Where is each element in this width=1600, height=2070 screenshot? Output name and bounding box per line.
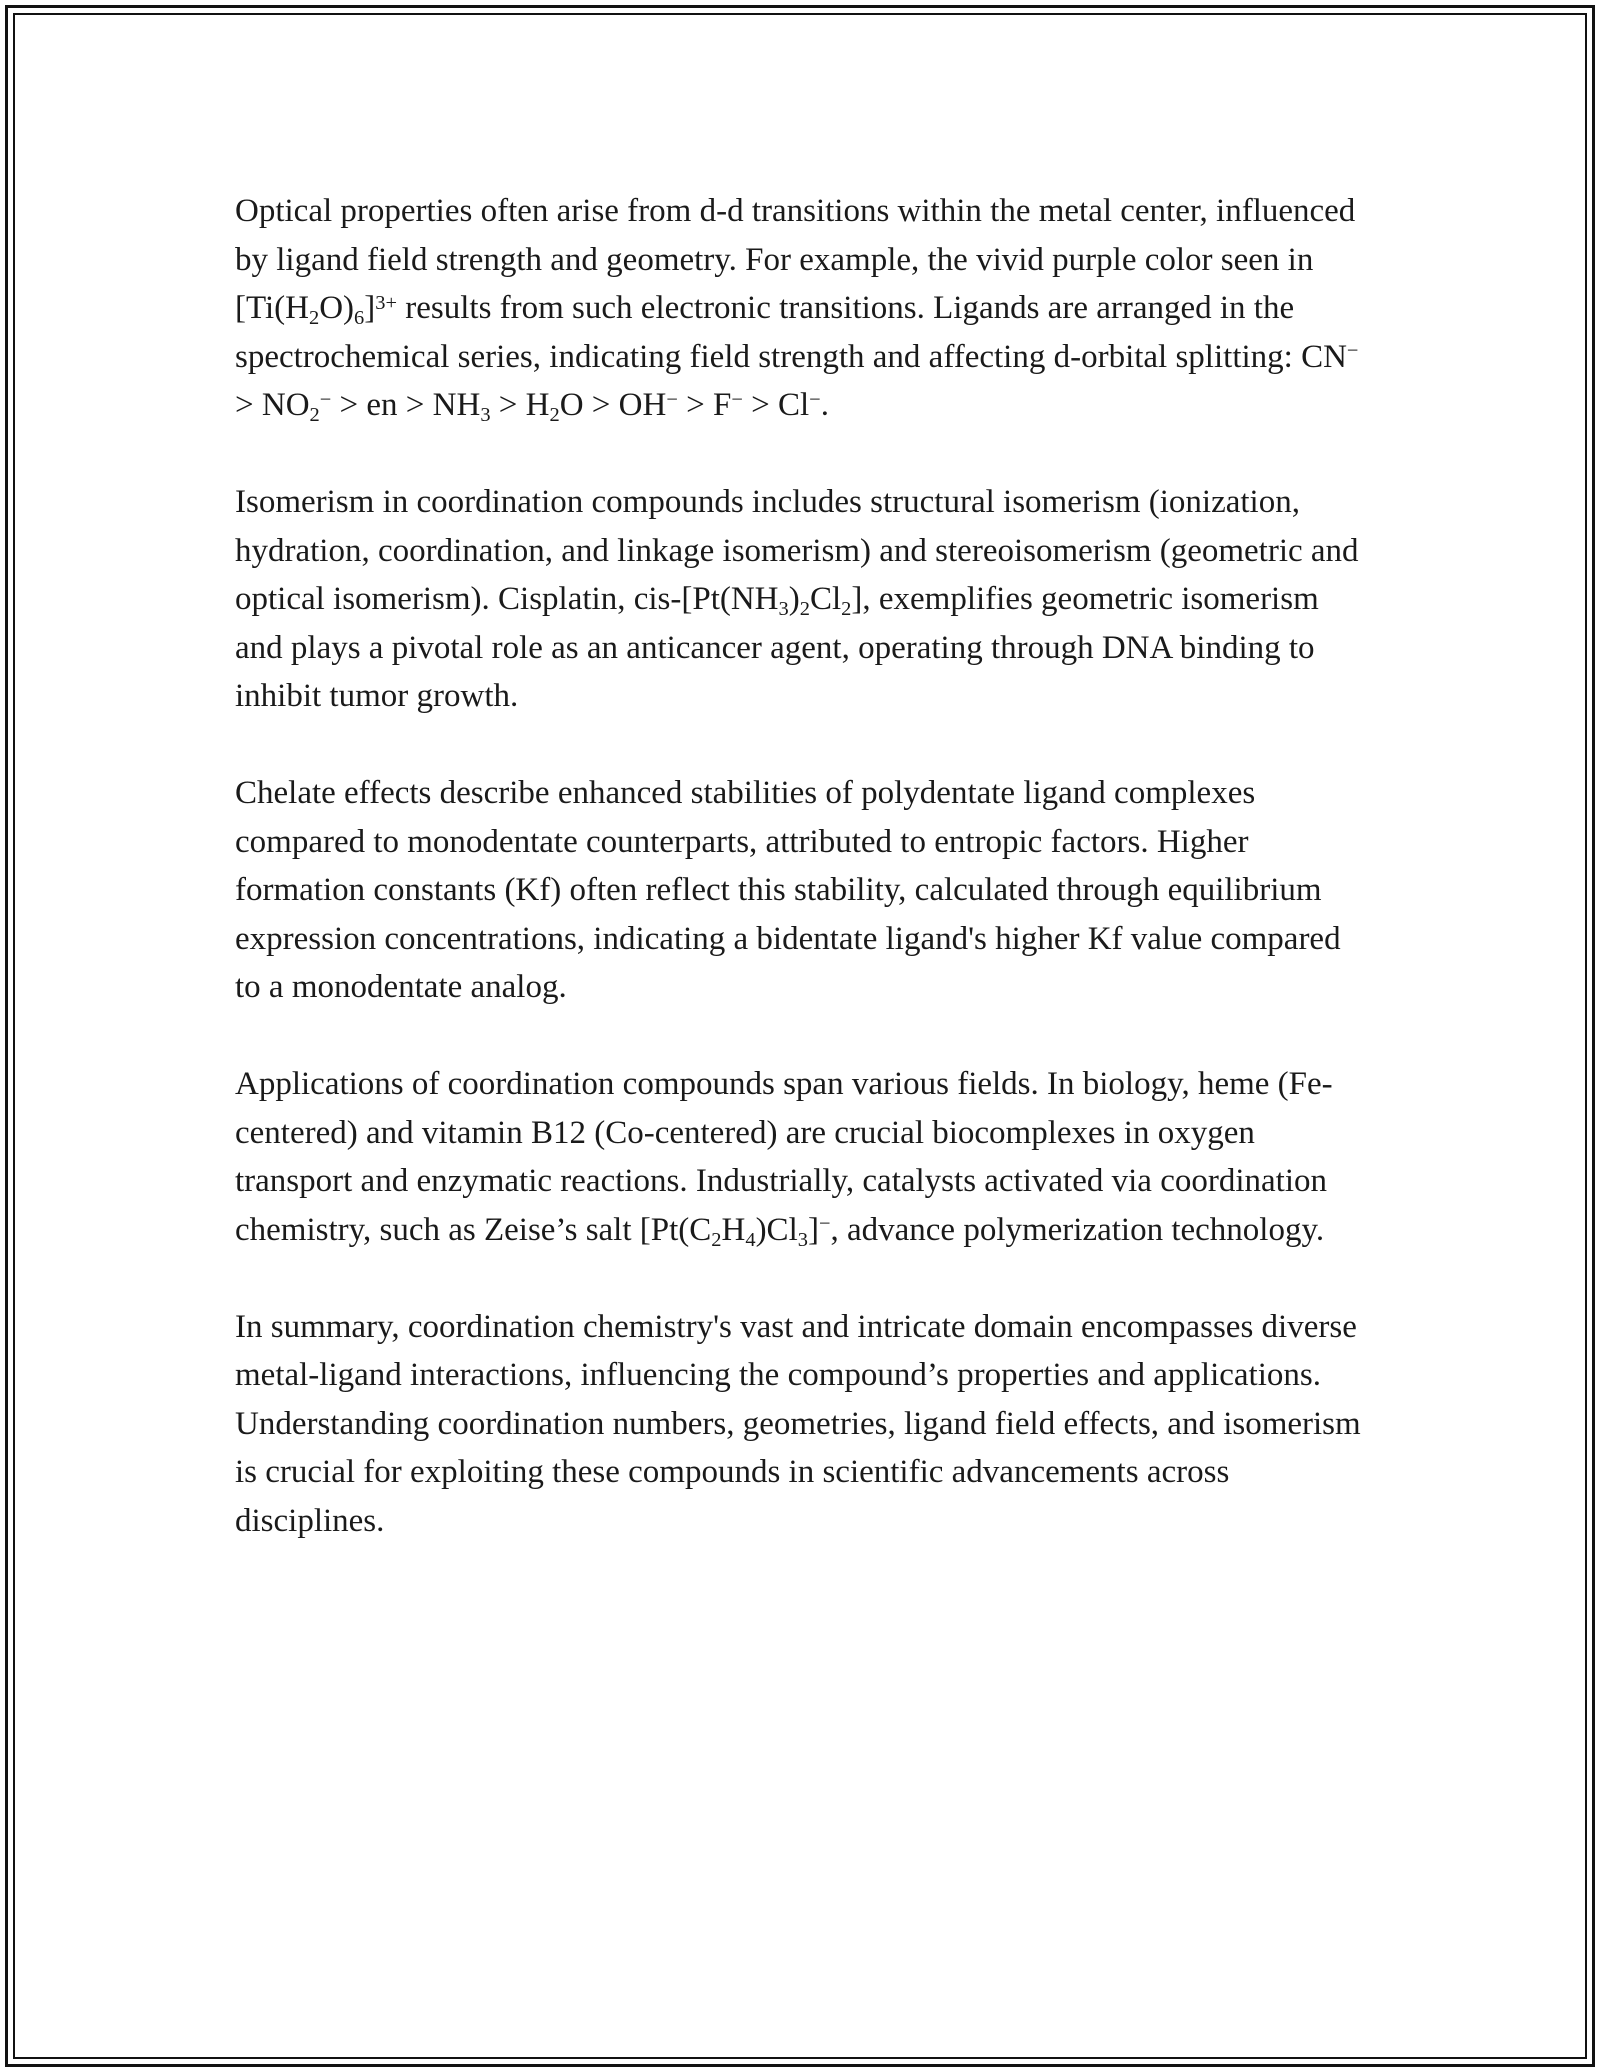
subscript: 3 xyxy=(797,1228,808,1251)
text-run: In summary, coordination chemistry's vast and intricate domain encompasses diverse metal-ligand interactions, influencing the compound’s properties and applications. Understanding coordination numbers, geometries, ligand field effects, and isomerism is crucial for exploiting these compounds in scientific advancements across disciplines. xyxy=(235,1308,1361,1539)
text-run: > F xyxy=(677,387,732,423)
text-run: Cl xyxy=(809,581,842,617)
text-run: ] xyxy=(364,290,376,326)
text-run: O > OH xyxy=(559,387,667,423)
superscript: − xyxy=(818,1213,831,1236)
paragraph-applications xyxy=(235,1060,1365,1254)
text-run: > NO xyxy=(235,387,310,423)
text-run: . xyxy=(820,387,829,423)
text-run: O) xyxy=(319,290,355,326)
document-body xyxy=(235,187,1365,1545)
subscript: 2 xyxy=(549,404,560,427)
subscript: 2 xyxy=(841,598,852,621)
superscript: − xyxy=(731,388,743,411)
text-run: Applications of coordination compounds span various fields. In biology, heme (Fe-centered) and vitamin B12 (Co-centered) are crucial biocomplexes in oxygen transport and enzymatic reactions. Industrially, catalysts activated via coordination chemistry, such as Zeise’s salt [Pt(C xyxy=(235,1066,1333,1248)
subscript: 3 xyxy=(778,598,789,621)
paragraph-isomerism xyxy=(235,478,1365,721)
superscript: − xyxy=(666,388,678,411)
paragraph-summary xyxy=(235,1303,1365,1546)
text-run: Isomerism in coordination compounds includes structural isomerism (ionization, hydration, coordination, and linkage isomerism) and stereoisomerism (geometric and optical isomerism). Cisplatin, cis-[Pt(NH xyxy=(235,484,1359,617)
superscript: − xyxy=(319,388,332,411)
text-run: Optical properties often arise from d-d transitions within the metal center, influenced by ligand field strength and geometry. For example, the vivid purple color seen in [Ti(H xyxy=(235,193,1356,326)
subscript: 4 xyxy=(745,1228,756,1251)
text-run: ) xyxy=(788,581,800,617)
text-run: H xyxy=(721,1211,746,1248)
subscript: 2 xyxy=(711,1228,722,1251)
superscript: − xyxy=(809,388,821,411)
superscript: 3+ xyxy=(375,291,397,314)
text-run: ] xyxy=(807,1211,819,1248)
text-run: Chelate effects describe enhanced stabilities of polydentate ligand complexes compared to monodentate counterparts, attributed to entropic factors. Higher formation constants (Kf) often reflect this stability, calculated through equilibrium expression concentrations, indicating a bidentate ligand's higher Kf value compared to a monodentate analog. xyxy=(235,775,1341,1005)
paragraph-optical-properties xyxy=(235,187,1365,430)
paragraph-chelate-effects xyxy=(235,769,1365,1012)
subscript: 2 xyxy=(309,404,320,427)
text-run: > H xyxy=(490,387,550,423)
text-run: results from such electronic transitions. Ligands are arranged in the spectrochemical series, indicating field strength and affecting d-orbital splitting: CN xyxy=(235,290,1347,375)
subscript: 2 xyxy=(308,307,320,330)
text-run: > Cl xyxy=(742,387,810,423)
subscript: 6 xyxy=(354,307,365,330)
text-run: , advance polymerization technology. xyxy=(830,1211,1325,1248)
superscript: − xyxy=(1346,340,1359,363)
subscript: 3 xyxy=(480,404,491,427)
text-run: ], exemplifies geometric isomerism and plays a pivotal role as an anticancer agent, operating through DNA binding to inhibit tumor growth. xyxy=(235,581,1319,714)
text-run: > en > NH xyxy=(331,387,481,423)
text-run: )Cl xyxy=(755,1211,798,1248)
subscript: 2 xyxy=(799,598,810,621)
